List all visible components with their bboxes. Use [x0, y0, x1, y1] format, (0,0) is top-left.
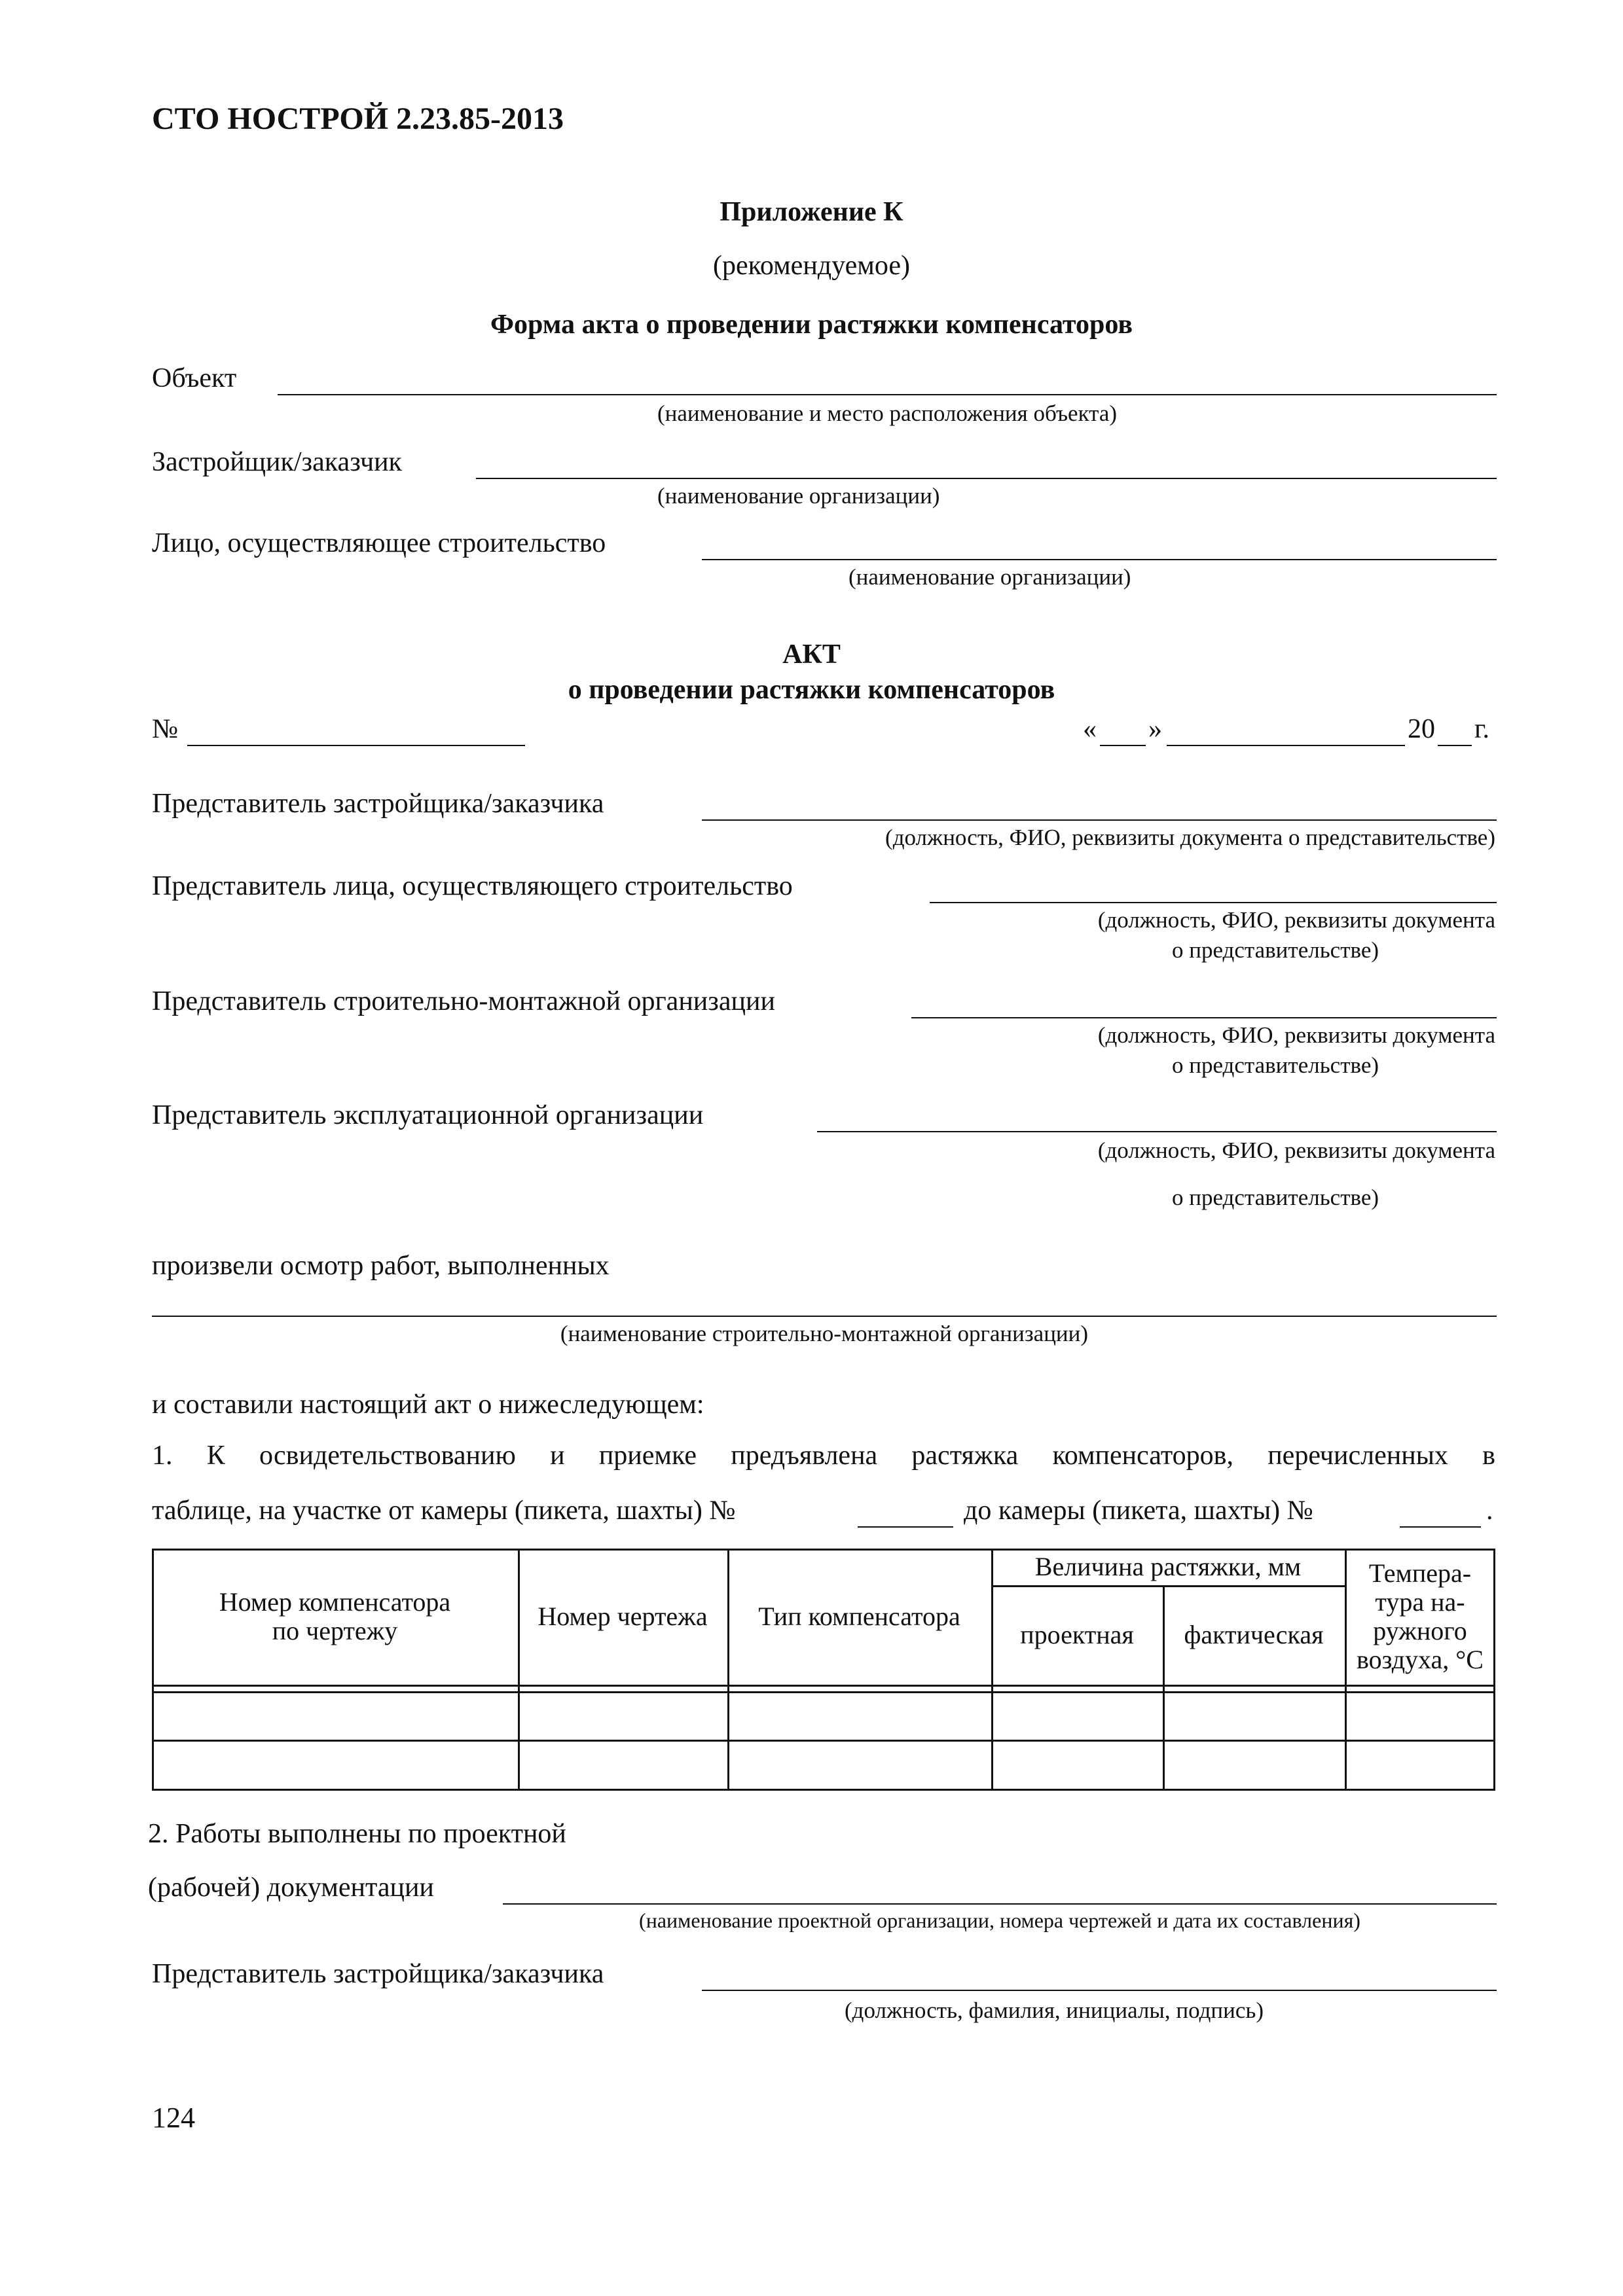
design-docs-field[interactable] [503, 1903, 1497, 1905]
item1-end: . [1486, 1496, 1493, 1526]
object-hint: (наименование и место расположения объекта) [657, 401, 1118, 426]
rep-developer-hint: (должность, ФИО, реквизиты документа о представительстве) [885, 825, 1495, 850]
rep-operator-hint-2: о представительстве) [1172, 1185, 1379, 1210]
form-title: Форма акта о проведении растяжки компенсаторов [490, 310, 1133, 340]
act-title: АКТ [782, 639, 841, 670]
developer-field[interactable] [476, 478, 1497, 479]
builder-hint: (наименование организации) [848, 564, 1131, 590]
signature-field[interactable] [702, 1990, 1497, 1991]
appendix-status: (рекомендуемое) [713, 251, 910, 281]
object-label: Объект [152, 363, 237, 393]
header-compensator-number-line-1: Номер компенсатора [219, 1587, 451, 1617]
row1-actual-cell[interactable] [1163, 1693, 1345, 1740]
item2-line1: 2. Работы выполнены по проектной [148, 1819, 566, 1849]
rep-builder-label: Представитель лица, осуществляющего строительство [152, 871, 793, 901]
item1-line1: 1. К освидетельствованию и приемке предъявлена растяжка компенсаторов, перечисленных в [152, 1441, 1495, 1471]
header-compensator-number-line-2: по чертежу [272, 1616, 398, 1645]
rep-builder-field[interactable] [930, 902, 1497, 903]
header-temperature-line-1: Темпера- [1368, 1558, 1472, 1588]
row1-drawing-cell[interactable] [518, 1693, 727, 1740]
rep-installer-label: Представитель строительно-монтажной организации [152, 986, 775, 1016]
date-year-suffix: г. [1474, 714, 1489, 744]
row2-drawing-cell[interactable] [518, 1742, 727, 1789]
builder-label: Лицо, осуществляющее строительство [152, 528, 606, 558]
header-compensator-type: Тип компенсатора [758, 1602, 960, 1631]
rep-builder-hint-1: (должность, ФИО, реквизиты документа [1097, 907, 1495, 933]
date-month-field[interactable] [1167, 745, 1405, 746]
table-border-bottom [152, 1789, 1495, 1791]
row2-design-cell[interactable] [991, 1742, 1163, 1789]
row2-temperature-cell[interactable] [1345, 1742, 1495, 1789]
inspection-text: произвели осмотр работ, выполненных [152, 1251, 610, 1281]
date-close-quote: » [1148, 714, 1162, 744]
date-day-field[interactable] [1100, 745, 1146, 746]
item2-line2: (рабочей) документации [148, 1873, 434, 1903]
act-number-sign: № [152, 714, 179, 744]
rep-builder-hint-2: о представительстве) [1172, 937, 1379, 963]
header-temperature-line-2: тура на- [1375, 1587, 1465, 1617]
date-open-quote: « [1083, 714, 1097, 744]
row1-temperature-cell[interactable] [1345, 1693, 1495, 1740]
row2-actual-cell[interactable] [1163, 1742, 1345, 1789]
rep-developer-field[interactable] [702, 819, 1497, 821]
from-chamber-field[interactable] [858, 1526, 953, 1528]
compiled-text: и составили настоящий акт о нижеследующем: [152, 1390, 704, 1420]
item1-line2-b: до камеры (пикета, шахты) № [964, 1496, 1313, 1526]
item1-line2-a: таблице, на участке от камеры (пикета, шахты) № [152, 1496, 736, 1526]
header-temperature [1345, 1549, 1495, 1685]
compensators-table [152, 1549, 1495, 1791]
rep-operator-hint-1: (должность, ФИО, реквизиты документа [1097, 1138, 1495, 1163]
standard-code: СТО НОСТРОЙ 2.23.85-2013 [152, 101, 564, 136]
object-field[interactable] [278, 394, 1497, 395]
header-actual: фактическая [1184, 1620, 1324, 1649]
header-temperature-line-4: воздуха, °С [1357, 1645, 1484, 1674]
row1-compensator-number-cell[interactable] [152, 1693, 518, 1740]
builder-field[interactable] [702, 559, 1497, 560]
to-chamber-field[interactable] [1400, 1526, 1481, 1528]
inspection-hint: (наименование строительно-монтажной организации) [560, 1321, 1089, 1346]
date-year-prefix: 20 [1408, 714, 1435, 744]
row2-compensator-number-cell[interactable] [152, 1742, 518, 1789]
rep-installer-field[interactable] [911, 1017, 1497, 1018]
header-drawing-number: Номер чертежа [538, 1602, 708, 1631]
header-compensator-number [152, 1549, 518, 1685]
inspection-field[interactable] [152, 1316, 1497, 1317]
appendix-title: Приложение К [720, 197, 903, 227]
design-docs-hint: (наименование проектной организации, номера чертежей и дата их составления) [639, 1909, 1360, 1932]
rep-operator-label: Представитель эксплуатационной организации [152, 1100, 704, 1130]
signature-hint: (должность, фамилия, инициалы, подпись) [845, 1998, 1264, 2023]
date-year-field[interactable] [1438, 745, 1472, 746]
table-header-bottom-1 [152, 1685, 1495, 1687]
header-temperature-line-3: ружного [1373, 1616, 1467, 1645]
developer-hint: (наименование организации) [657, 483, 940, 509]
act-subtitle: о проведении растяжки компенсаторов [568, 675, 1055, 705]
header-stretch-group: Величина растяжки, мм [1034, 1552, 1302, 1581]
row2-type-cell[interactable] [727, 1742, 991, 1789]
rep-installer-hint-1: (должность, ФИО, реквизиты документа [1097, 1022, 1495, 1048]
row1-type-cell[interactable] [727, 1693, 991, 1740]
signature-label: Представитель застройщика/заказчика [152, 1959, 604, 1989]
rep-installer-hint-2: о представительстве) [1172, 1052, 1379, 1078]
rep-developer-label: Представитель застройщика/заказчика [152, 789, 604, 819]
developer-label: Застройщик/заказчик [152, 447, 402, 477]
row1-design-cell[interactable] [991, 1693, 1163, 1740]
header-design: проектная [1020, 1620, 1134, 1649]
act-number-field[interactable] [187, 745, 525, 746]
rep-operator-field[interactable] [817, 1131, 1497, 1132]
page-number: 124 [152, 2102, 195, 2134]
